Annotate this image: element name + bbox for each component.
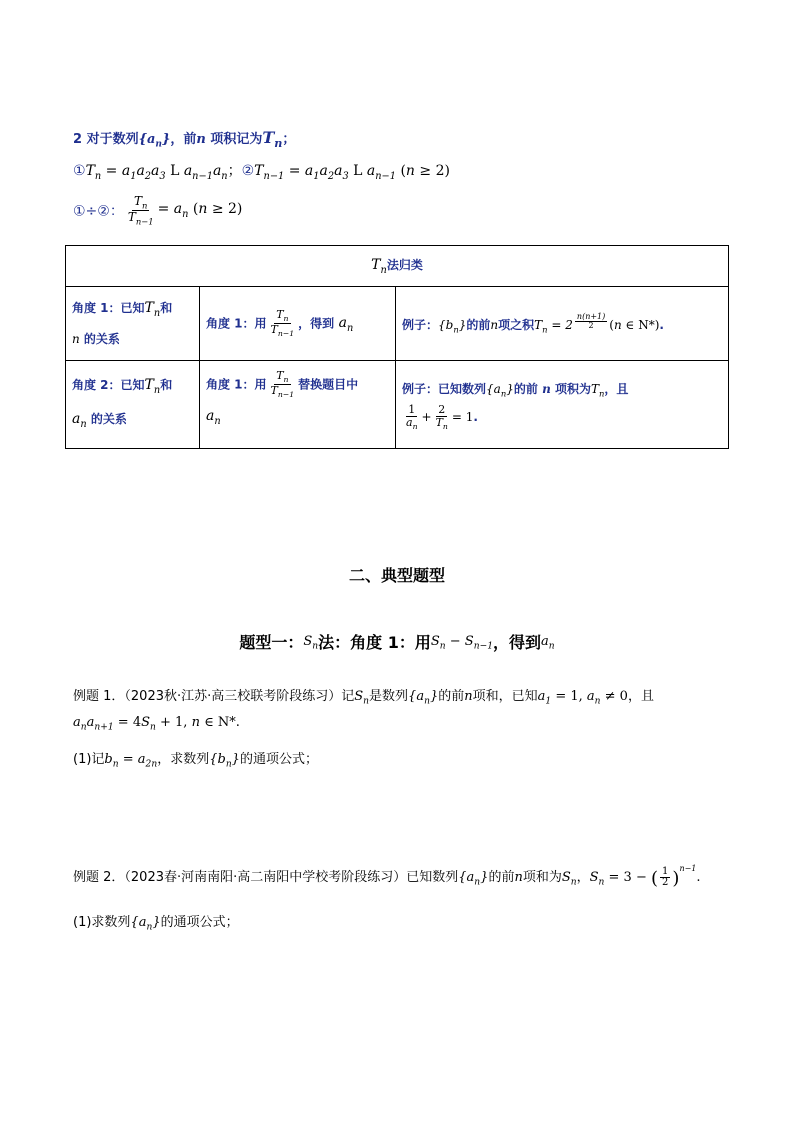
circle-one: ① (73, 163, 86, 179)
intro-text: 2 对于数列 (73, 132, 139, 147)
example-text: 例题 1．（2023秋·江苏·高三校联考阶段练习）记 (73, 689, 355, 704)
circle-two: ② (241, 163, 255, 179)
type1-title: 题型一：$S_n$法：角度 1：用$S_n - S_{n-1}$，得到$a_n$ (239, 633, 555, 652)
type1-text: 题型一： (239, 633, 304, 652)
cell-text: . (659, 317, 664, 332)
cell-text: 例子：已知数列 (402, 381, 487, 396)
type1-text: 法：角度 1：用 (318, 633, 431, 652)
example1-question1: (1)记$b_n = a_{2n}$，求数列$\{b_n\}$的通项公式； (73, 752, 318, 770)
row2-angle: 角度 2：已知$T_n$和 $a_n$ 的关系 (66, 361, 200, 449)
question-text: 的通项公式； (239, 752, 318, 767)
cell-text: 替换题目中 (298, 377, 359, 392)
cell-text: ，且 (604, 381, 629, 396)
example1-line1: 例题 1．（2023秋·江苏·高三校联考阶段练习）记$S_n$是数列$\{a_n\}$的前n项和，已知$a_1 = 1$, $a_n \ne 0$，且 (73, 689, 654, 707)
example2-question1: (1)求数列$\{a_n\}$的通项公式； (73, 915, 239, 933)
example-text: 例题 2．（2023春·河南南阳·高二南阳中学校考阶段练习）已知数列 (73, 870, 459, 885)
question-text: 的通项公式； (160, 915, 239, 930)
cell-text: 角度 2：已知 (72, 377, 145, 392)
question-text: (1)求数列 (73, 915, 131, 930)
example-text: 项和，已知 (472, 689, 538, 704)
example-text: ，且 (627, 689, 654, 704)
method-table (65, 245, 729, 449)
row1-angle: 角度 1：已知$T_n$和 n 的关系 (66, 287, 200, 361)
table-title: $T_n$法归类 (66, 246, 729, 287)
example-text: 的前 (488, 870, 515, 885)
example-text: ， (576, 870, 590, 885)
cell-text: 的前 (466, 317, 491, 332)
section-title: 二、典型题型 (348, 566, 445, 585)
cell-text: 角度 1：用 (206, 316, 267, 330)
intro-line-2: $①T_n = a_1a_2a_3$ L $a_{n-1}a_n$；$②T_{n-1} = a_1a_2a_3$ L $a_{n-1}$ (n ≥ 2) (73, 163, 450, 182)
example-text: 的前 (438, 689, 465, 704)
cell-text: . (473, 410, 478, 425)
cell-text: 项积为 (554, 381, 591, 396)
cell-text: 的关系 (86, 411, 127, 426)
cell-text: 项之积 (498, 317, 535, 332)
intro-text: ； (282, 132, 296, 147)
example1-line2: $a_na_{n+1} = 4S_n + 1$, n ∈ N*. (73, 715, 240, 733)
row1-method: 角度 1：用 $\frac{T_n}{T_{n-1}}$ ，得到 $a_n$ (200, 287, 396, 361)
row2-example: 例子：已知数列$\{a_n\}$的前 n 项积为$T_n$，且 $\frac{1}{a_n}$ + $\frac{2}{T_n}$ = 1. (396, 361, 729, 449)
intro-text: 项积记为 (205, 132, 263, 147)
cell-text: 的关系 (79, 332, 120, 347)
example-text: 是数列 (369, 689, 409, 704)
intro-text: ①÷②： (73, 203, 124, 220)
cell-text: 和 (160, 377, 173, 392)
example-text: 项和为 (522, 870, 562, 885)
cell-text: ，得到 (298, 316, 335, 330)
intro-line-1: 2 对于数列$\{a_n\}$，前n 项积记为$T_n$； (73, 128, 296, 151)
row2-method: 角度 1：用 $\frac{T_n}{T_{n-1}}$ 替换题目中 $a_n$ (200, 361, 396, 449)
cell-text: 和 (160, 300, 173, 315)
table-title-text: 法归类 (386, 258, 423, 273)
cell-text: 例子： (402, 317, 439, 332)
row1-example: 例子：$\{b_n\}$的前n项之积$T_n = 2$ $^{\frac{n(n+1)}{2}}$ (n ∈ N*). (396, 287, 729, 361)
type1-text: ，得到 (492, 633, 541, 652)
cell-text: 角度 1：用 (206, 377, 267, 392)
question-text: ，求数列 (157, 752, 210, 767)
cell-text: 角度 1：已知 (72, 300, 145, 315)
example2-line1: 例题 2．（2023春·河南南阳·高二南阳中学校考阶段练习）已知数列$\{a_n\}$的前n项和为$S_n$，$S_n = 3$ − ( $\frac{1}{2}$ )$^{n-1}$. (73, 864, 701, 889)
intro-text: ，前 (170, 132, 197, 147)
intro-line-3: ①÷②： $\frac{T_n}{T_{n-1}}$ = $a_n$ (n ≥ 2) (73, 194, 243, 227)
cell-text: 的前 (513, 381, 538, 396)
question-text: (1)记 (73, 752, 105, 767)
